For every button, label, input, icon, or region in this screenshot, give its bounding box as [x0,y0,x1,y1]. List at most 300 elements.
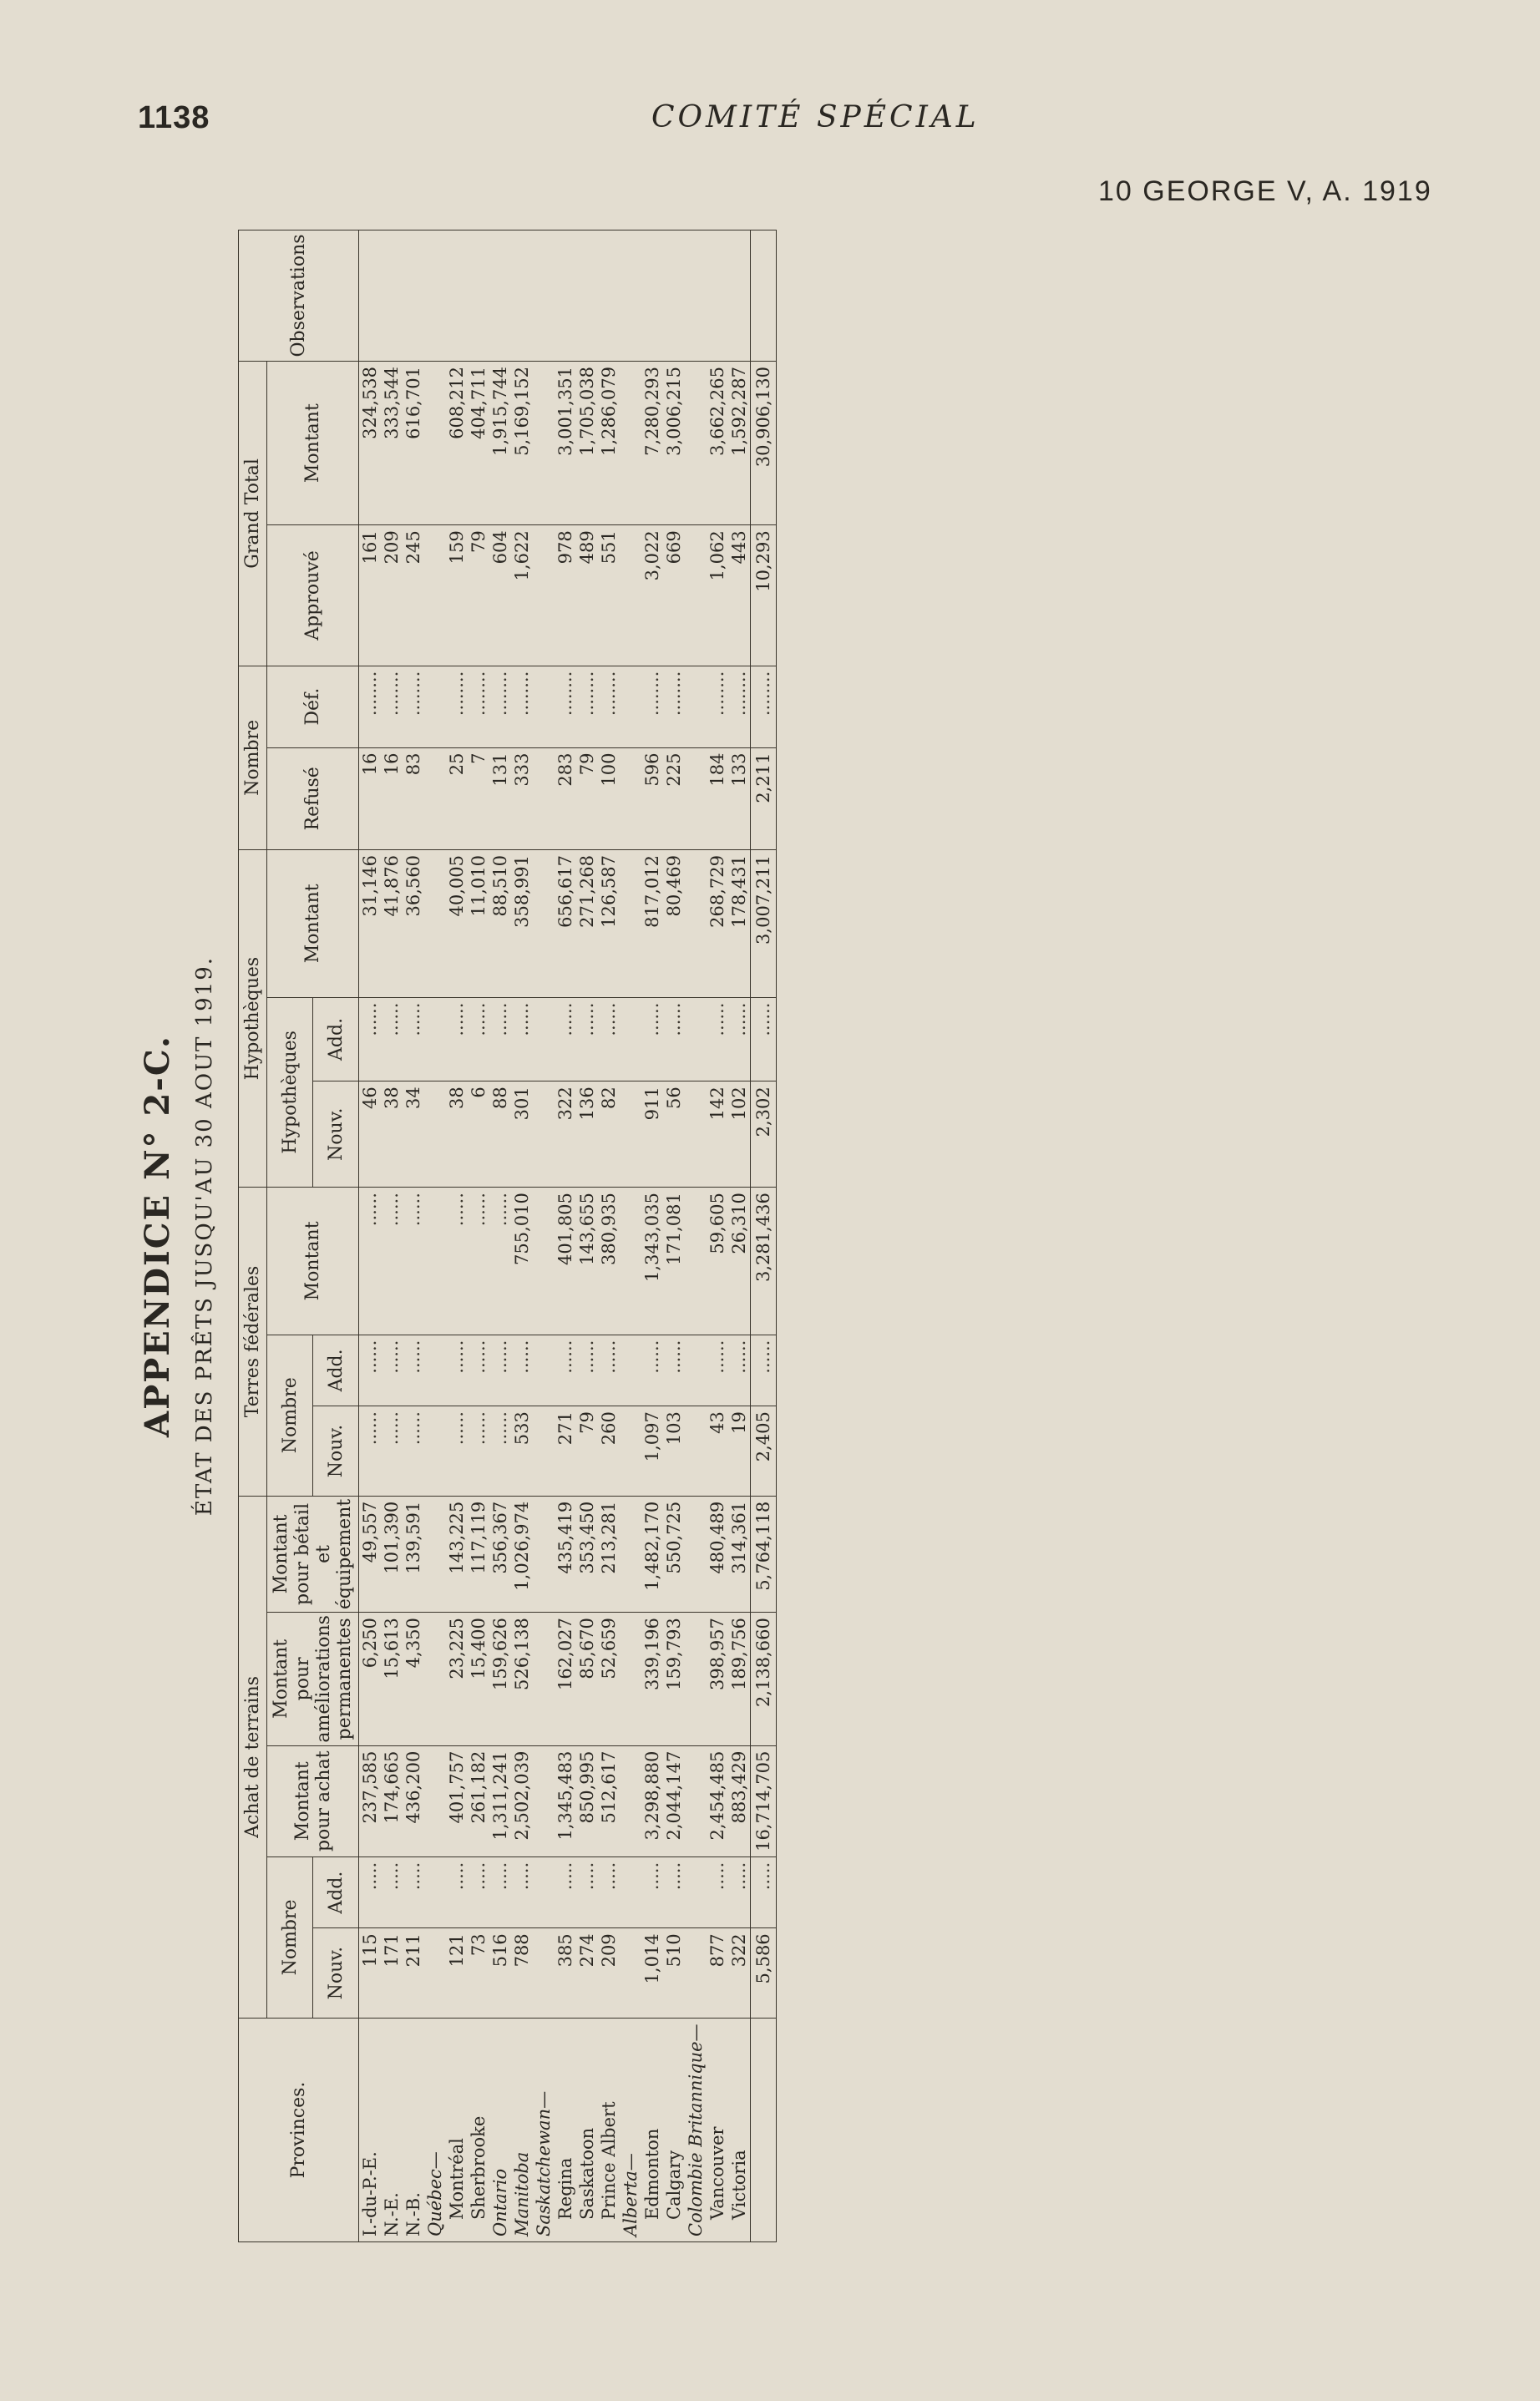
header-terres: Terres fédérales [239,1188,267,1497]
cell-nd: ........ [511,666,533,747]
cell-mb: 1,026,974 [511,1496,533,1612]
cell-ha: ...... [489,997,511,1081]
cell-obs [641,230,663,362]
cell-obs [359,230,382,362]
cell-mp: 15,613 [381,1613,403,1746]
cell-hm: 271,268 [576,850,598,998]
header-montant-achat: Montant pour achat [267,1745,359,1856]
session-label: 10 GEORGE V, A. 1919 [1098,175,1432,207]
cell-hn: 82 [598,1081,620,1188]
cell-mp: 162,027 [555,1613,576,1746]
cell-mp: 23,225 [446,1613,468,1746]
cell-gm: 7,280,293 [641,362,663,525]
cell-hn: 6 [468,1081,489,1188]
cell-obs [555,230,576,362]
cell-hm: 656,617 [555,850,576,998]
cell-hn: 322 [555,1081,576,1188]
cell-ga: 551 [598,525,620,666]
running-title: COMITÉ SPÉCIAL [651,100,980,134]
cell-ta: ...... [555,1335,576,1406]
cell-ga: 3,022 [641,525,663,666]
appendix-title: APPENDICE N° 2-C. [138,1035,177,1437]
cell-mb: 139,591 [403,1496,424,1612]
cell-ha: ...... [381,997,403,1081]
cell-hn: 88 [489,1081,511,1188]
cell-province: Regina [555,2019,576,2242]
cell-ma: 512,617 [598,1745,620,1856]
cell-a: ..... [598,1856,620,1927]
cell-nr: 79 [576,747,598,850]
cell-tm: 755,010 [511,1188,533,1335]
table-row [707,230,728,2242]
cell-ga: 79 [468,525,489,666]
total-a: ..... [751,1856,777,1927]
cell-tn: ...... [403,1406,424,1497]
cell-nr: 225 [663,747,685,850]
cell-n: 877 [707,1928,728,2019]
cell-n: 385 [555,1928,576,2019]
cell-gm: 333,544 [381,362,403,525]
cell-tm: 1,343,035 [641,1188,663,1335]
cell-ma: 2,502,039 [511,1745,533,1856]
cell-ha: ...... [598,997,620,1081]
cell-ma: 237,585 [359,1745,382,1856]
cell-mb: 314,361 [728,1496,751,1612]
cell-ma: 1,345,483 [555,1745,576,1856]
cell-n: 73 [468,1928,489,2019]
total-mb: 5,764,118 [751,1496,777,1612]
cell-ta: ...... [598,1335,620,1406]
cell-ta: ...... [381,1335,403,1406]
cell-nr: 133 [728,747,751,850]
cell-mp: 526,138 [511,1613,533,1746]
cell-ma: 401,757 [446,1745,468,1856]
cell-a: ..... [468,1856,489,1927]
cell-tn: 19 [728,1406,751,1497]
cell-gm: 324,538 [359,362,382,525]
cell-obs [728,230,751,362]
cell-ha: ...... [446,997,468,1081]
cell-nr: 83 [403,747,424,850]
cell-obs [707,230,728,362]
table-row [663,230,685,2242]
table-row [728,230,751,2242]
cell-gm: 404,711 [468,362,489,525]
cell-gm: 1,592,287 [728,362,751,525]
cell-n: 171 [381,1928,403,2019]
table-row [641,230,663,2242]
cell-tm: 143,655 [576,1188,598,1335]
cell-tm: ...... [403,1188,424,1335]
total-gm: 30,906,130 [751,362,777,525]
header-grand-total: Grand Total [239,362,267,666]
cell-hm: 358,991 [511,850,533,998]
cell-gm: 1,915,744 [489,362,511,525]
cell-hn: 102 [728,1081,751,1188]
header-approuve: Approuvé [267,525,359,666]
total-mp: 2,138,660 [751,1613,777,1746]
cell-gm: 5,169,152 [511,362,533,525]
header-hypotheques: Hypothèques [239,850,267,1188]
cell-obs [468,230,489,362]
cell-a: ..... [555,1856,576,1927]
cell-tm: 401,805 [555,1188,576,1335]
header-hyp-montant: Montant [267,850,359,998]
cell-ta: ...... [359,1335,382,1406]
cell-nd: ........ [381,666,403,747]
cell-ma: 2,454,485 [707,1745,728,1856]
cell-tm: 26,310 [728,1188,751,1335]
cell-obs [489,230,511,362]
table-row [468,230,489,2242]
cell-n: 209 [598,1928,620,2019]
table-row [403,230,424,2242]
total-nd: ........ [751,666,777,747]
cell-obs [511,230,533,362]
cell-nr: 7 [468,747,489,850]
cell-ha: ...... [511,997,533,1081]
cell-nd: ........ [598,666,620,747]
cell-nd: ........ [576,666,598,747]
cell-tm: 171,081 [663,1188,685,1335]
cell-province: Victoria [728,2019,751,2242]
cell-mp: 159,793 [663,1613,685,1746]
header-montant-amel: Montant pour améliorations permanentes [267,1613,359,1746]
cell-mb: 356,367 [489,1496,511,1612]
cell-nd: ........ [468,666,489,747]
cell-tm: ...... [468,1188,489,1335]
cell-obs [446,230,468,362]
total-ma: 16,714,705 [751,1745,777,1856]
cell-mb: 117,119 [468,1496,489,1612]
cell-hm: 126,587 [598,850,620,998]
cell-ma: 2,044,147 [663,1745,685,1856]
cell-province: Edmonton [641,2019,663,2242]
cell-ta: ...... [511,1335,533,1406]
cell-province: N.-E. [381,2019,403,2242]
cell-tn: 260 [598,1406,620,1497]
cell-hm: 36,560 [403,850,424,998]
cell-province: N.-B. [403,2019,424,2242]
total-tm: 3,281,436 [751,1188,777,1335]
cell-province: Prince Albert [598,2019,620,2242]
header-achat-nombre: Nombre [267,1856,313,2018]
cell-mp: 4,350 [403,1613,424,1746]
cell-tn: 79 [576,1406,598,1497]
cell-tn: ...... [446,1406,468,1497]
header-terres-montant: Montant [267,1188,359,1335]
cell-nr: 184 [707,747,728,850]
header-terres-add: Add. [313,1335,359,1406]
cell-nr: 333 [511,747,533,850]
cell-ga: 669 [663,525,685,666]
cell-mp: 15,400 [468,1613,489,1746]
cell-province: Saskatoon [576,2019,598,2242]
table-row-group [685,230,707,2242]
table-row [555,230,576,2242]
cell-gm: 608,212 [446,362,468,525]
cell-a: ..... [707,1856,728,1927]
cell-mp: 398,957 [707,1613,728,1746]
cell-ha: ...... [576,997,598,1081]
cell-n: 788 [511,1928,533,2019]
cell-hn: 142 [707,1081,728,1188]
total-hm: 3,007,211 [751,850,777,998]
cell-a: ..... [381,1856,403,1927]
cell-ga: 159 [446,525,468,666]
cell-a: ..... [489,1856,511,1927]
cell-mb: 143,225 [446,1496,468,1612]
table-row [446,230,468,2242]
cell-province: Ontario [489,2019,511,2242]
cell-province-group: Saskatchewan— [533,2019,555,2242]
cell-hm: 11,010 [468,850,489,998]
cell-mb: 435,419 [555,1496,576,1612]
cell-ha: ...... [468,997,489,1081]
cell-nd: ........ [707,666,728,747]
cell-ma: 3,298,880 [641,1745,663,1856]
cell-tm: 59,605 [707,1188,728,1335]
header-observations: Observations [239,230,359,362]
cell-obs [381,230,403,362]
cell-obs [598,230,620,362]
cell-tm: ...... [446,1188,468,1335]
cell-n: 121 [446,1928,468,2019]
header-hyp-nombre: Hypothèques [267,997,313,1188]
cell-ha: ...... [728,997,751,1081]
cell-ta: ...... [403,1335,424,1406]
table-row [381,230,403,2242]
cell-mp: 52,659 [598,1613,620,1746]
cell-ga: 1,062 [707,525,728,666]
cell-ga: 604 [489,525,511,666]
cell-a: ..... [663,1856,685,1927]
cell-province [751,2019,777,2242]
cell-hn: 38 [381,1081,403,1188]
header-def: Déf. [267,666,359,747]
cell-province-group: Québec— [424,2019,446,2242]
header-hyp-add: Add. [313,997,359,1081]
cell-ma: 850,995 [576,1745,598,1856]
cell-ta: ...... [489,1335,511,1406]
cell-hm: 80,469 [663,850,685,998]
cell-mb: 49,557 [359,1496,382,1612]
cell-province-group: Colombie Britannique— [685,2019,707,2242]
cell-nr: 131 [489,747,511,850]
cell-mp: 189,756 [728,1613,751,1746]
cell-a: ..... [359,1856,382,1927]
cell-province: I.-du-P.-E. [359,2019,382,2242]
cell-mp: 339,196 [641,1613,663,1746]
cell-obs [403,230,424,362]
cell-obs [576,230,598,362]
cell-nd: ........ [489,666,511,747]
cell-mb: 213,281 [598,1496,620,1612]
cell-ma: 1,311,241 [489,1745,511,1856]
cell-hn: 136 [576,1081,598,1188]
cell-nd: ........ [359,666,382,747]
cell-n: 1,014 [641,1928,663,2019]
cell-mb: 480,489 [707,1496,728,1612]
cell-ta: ...... [468,1335,489,1406]
cell-hn: 301 [511,1081,533,1188]
cell-nd: ........ [663,666,685,747]
cell-ga: 978 [555,525,576,666]
table-row [359,230,382,2242]
cell-province: Manitoba [511,2019,533,2242]
header-terres-nombre: Nombre [267,1335,313,1496]
header-terres-nouv: Nouv. [313,1406,359,1497]
cell-ga: 209 [381,525,403,666]
cell-hm: 178,431 [728,850,751,998]
cell-n: 510 [663,1928,685,2019]
cell-gm: 3,006,215 [663,362,685,525]
header-montant-betail: Montant pour bétail et équipement [267,1496,359,1612]
header-achat: Achat de terrains [239,1496,267,2018]
cell-hn: 38 [446,1081,468,1188]
cell-n: 516 [489,1928,511,2019]
cell-ha: ...... [707,997,728,1081]
cell-gm: 3,662,265 [707,362,728,525]
cell-ma: 883,429 [728,1745,751,1856]
table-caption: ÉTAT DES PRÊTS JUSQU'AU 30 AOUT 1919. [192,955,217,1517]
cell-tn: 103 [663,1406,685,1497]
cell-a: ..... [641,1856,663,1927]
cell-mp: 159,626 [489,1613,511,1746]
cell-ga: 161 [359,525,382,666]
cell-obs [663,230,685,362]
cell-hm: 88,510 [489,850,511,998]
cell-mb: 353,450 [576,1496,598,1612]
cell-hn: 911 [641,1081,663,1188]
cell-ha: ...... [641,997,663,1081]
rotated-table-block [138,230,889,2242]
cell-gm: 1,705,038 [576,362,598,525]
cell-hm: 268,729 [707,850,728,998]
cell-ta: ...... [728,1335,751,1406]
table-row [489,230,511,2242]
cell-ta: ...... [446,1335,468,1406]
cell-a: ..... [728,1856,751,1927]
table-row [511,230,533,2242]
cell-ta: ...... [663,1335,685,1406]
cell-tn: 1,097 [641,1406,663,1497]
cell-ma: 261,182 [468,1745,489,1856]
cell-tn: ...... [468,1406,489,1497]
cell-a: ..... [446,1856,468,1927]
header-refuse: Refusé [267,747,359,850]
cell-tm: ...... [489,1188,511,1335]
cell-mp: 85,670 [576,1613,598,1746]
total-nr: 2,211 [751,747,777,850]
cell-hm: 41,876 [381,850,403,998]
cell-tn: 43 [707,1406,728,1497]
cell-ga: 489 [576,525,598,666]
cell-province: Vancouver [707,2019,728,2242]
cell-tm: 380,935 [598,1188,620,1335]
cell-n: 322 [728,1928,751,2019]
loans-table [238,230,777,2242]
cell-tn: 533 [511,1406,533,1497]
cell-hm: 817,012 [641,850,663,998]
cell-gm: 3,001,351 [555,362,576,525]
cell-nr: 16 [381,747,403,850]
total-hn: 2,302 [751,1081,777,1188]
cell-tn: 271 [555,1406,576,1497]
cell-ga: 443 [728,525,751,666]
cell-tn: ...... [359,1406,382,1497]
header-achat-add: Add. [313,1856,359,1927]
cell-ha: ...... [663,997,685,1081]
cell-mb: 101,390 [381,1496,403,1612]
total-ta: ...... [751,1335,777,1406]
cell-n: 211 [403,1928,424,2019]
cell-tm: ...... [381,1188,403,1335]
cell-nd: ........ [641,666,663,747]
cell-ma: 174,665 [381,1745,403,1856]
table-row-group [533,230,555,2242]
table-row-group [620,230,641,2242]
total-ha: ...... [751,997,777,1081]
total-n: 5,586 [751,1928,777,2019]
header-hyp-nouv: Nouv. [313,1081,359,1188]
cell-mb: 550,725 [663,1496,685,1612]
cell-province: Sherbrooke [468,2019,489,2242]
cell-a: ..... [403,1856,424,1927]
cell-ga: 1,622 [511,525,533,666]
cell-n: 115 [359,1928,382,2019]
cell-province: Calgary [663,2019,685,2242]
table-body [359,230,777,2242]
page-number: 1138 [138,100,210,135]
cell-nr: 596 [641,747,663,850]
table-row [598,230,620,2242]
cell-gm: 616,701 [403,362,424,525]
cell-province: Montréal [446,2019,468,2242]
cell-tn: ...... [489,1406,511,1497]
cell-a: ..... [511,1856,533,1927]
cell-ta: ...... [576,1335,598,1406]
table-row [576,230,598,2242]
cell-province-group: Alberta— [620,2019,641,2242]
cell-hn: 34 [403,1081,424,1188]
total-tn: 2,405 [751,1406,777,1497]
cell-hm: 31,146 [359,850,382,998]
cell-obs [751,230,777,362]
cell-tn: ...... [381,1406,403,1497]
cell-tm: ...... [359,1188,382,1335]
cell-ga: 245 [403,525,424,666]
cell-hn: 46 [359,1081,382,1188]
cell-gm: 1,286,079 [598,362,620,525]
cell-ma: 436,200 [403,1745,424,1856]
cell-nd: ........ [403,666,424,747]
header-grand-montant: Montant [267,362,359,525]
cell-nr: 100 [598,747,620,850]
cell-n: 274 [576,1928,598,2019]
header-achat-nouv: Nouv. [313,1928,359,2019]
cell-mb: 1,482,170 [641,1496,663,1612]
table-row-group [424,230,446,2242]
total-ga: 10,293 [751,525,777,666]
cell-a: ..... [576,1856,598,1927]
cell-nd: ........ [555,666,576,747]
header-nombre-group: Nombre [239,666,267,849]
cell-hn: 56 [663,1081,685,1188]
cell-ha: ...... [403,997,424,1081]
cell-ta: ...... [641,1335,663,1406]
cell-nr: 16 [359,747,382,850]
